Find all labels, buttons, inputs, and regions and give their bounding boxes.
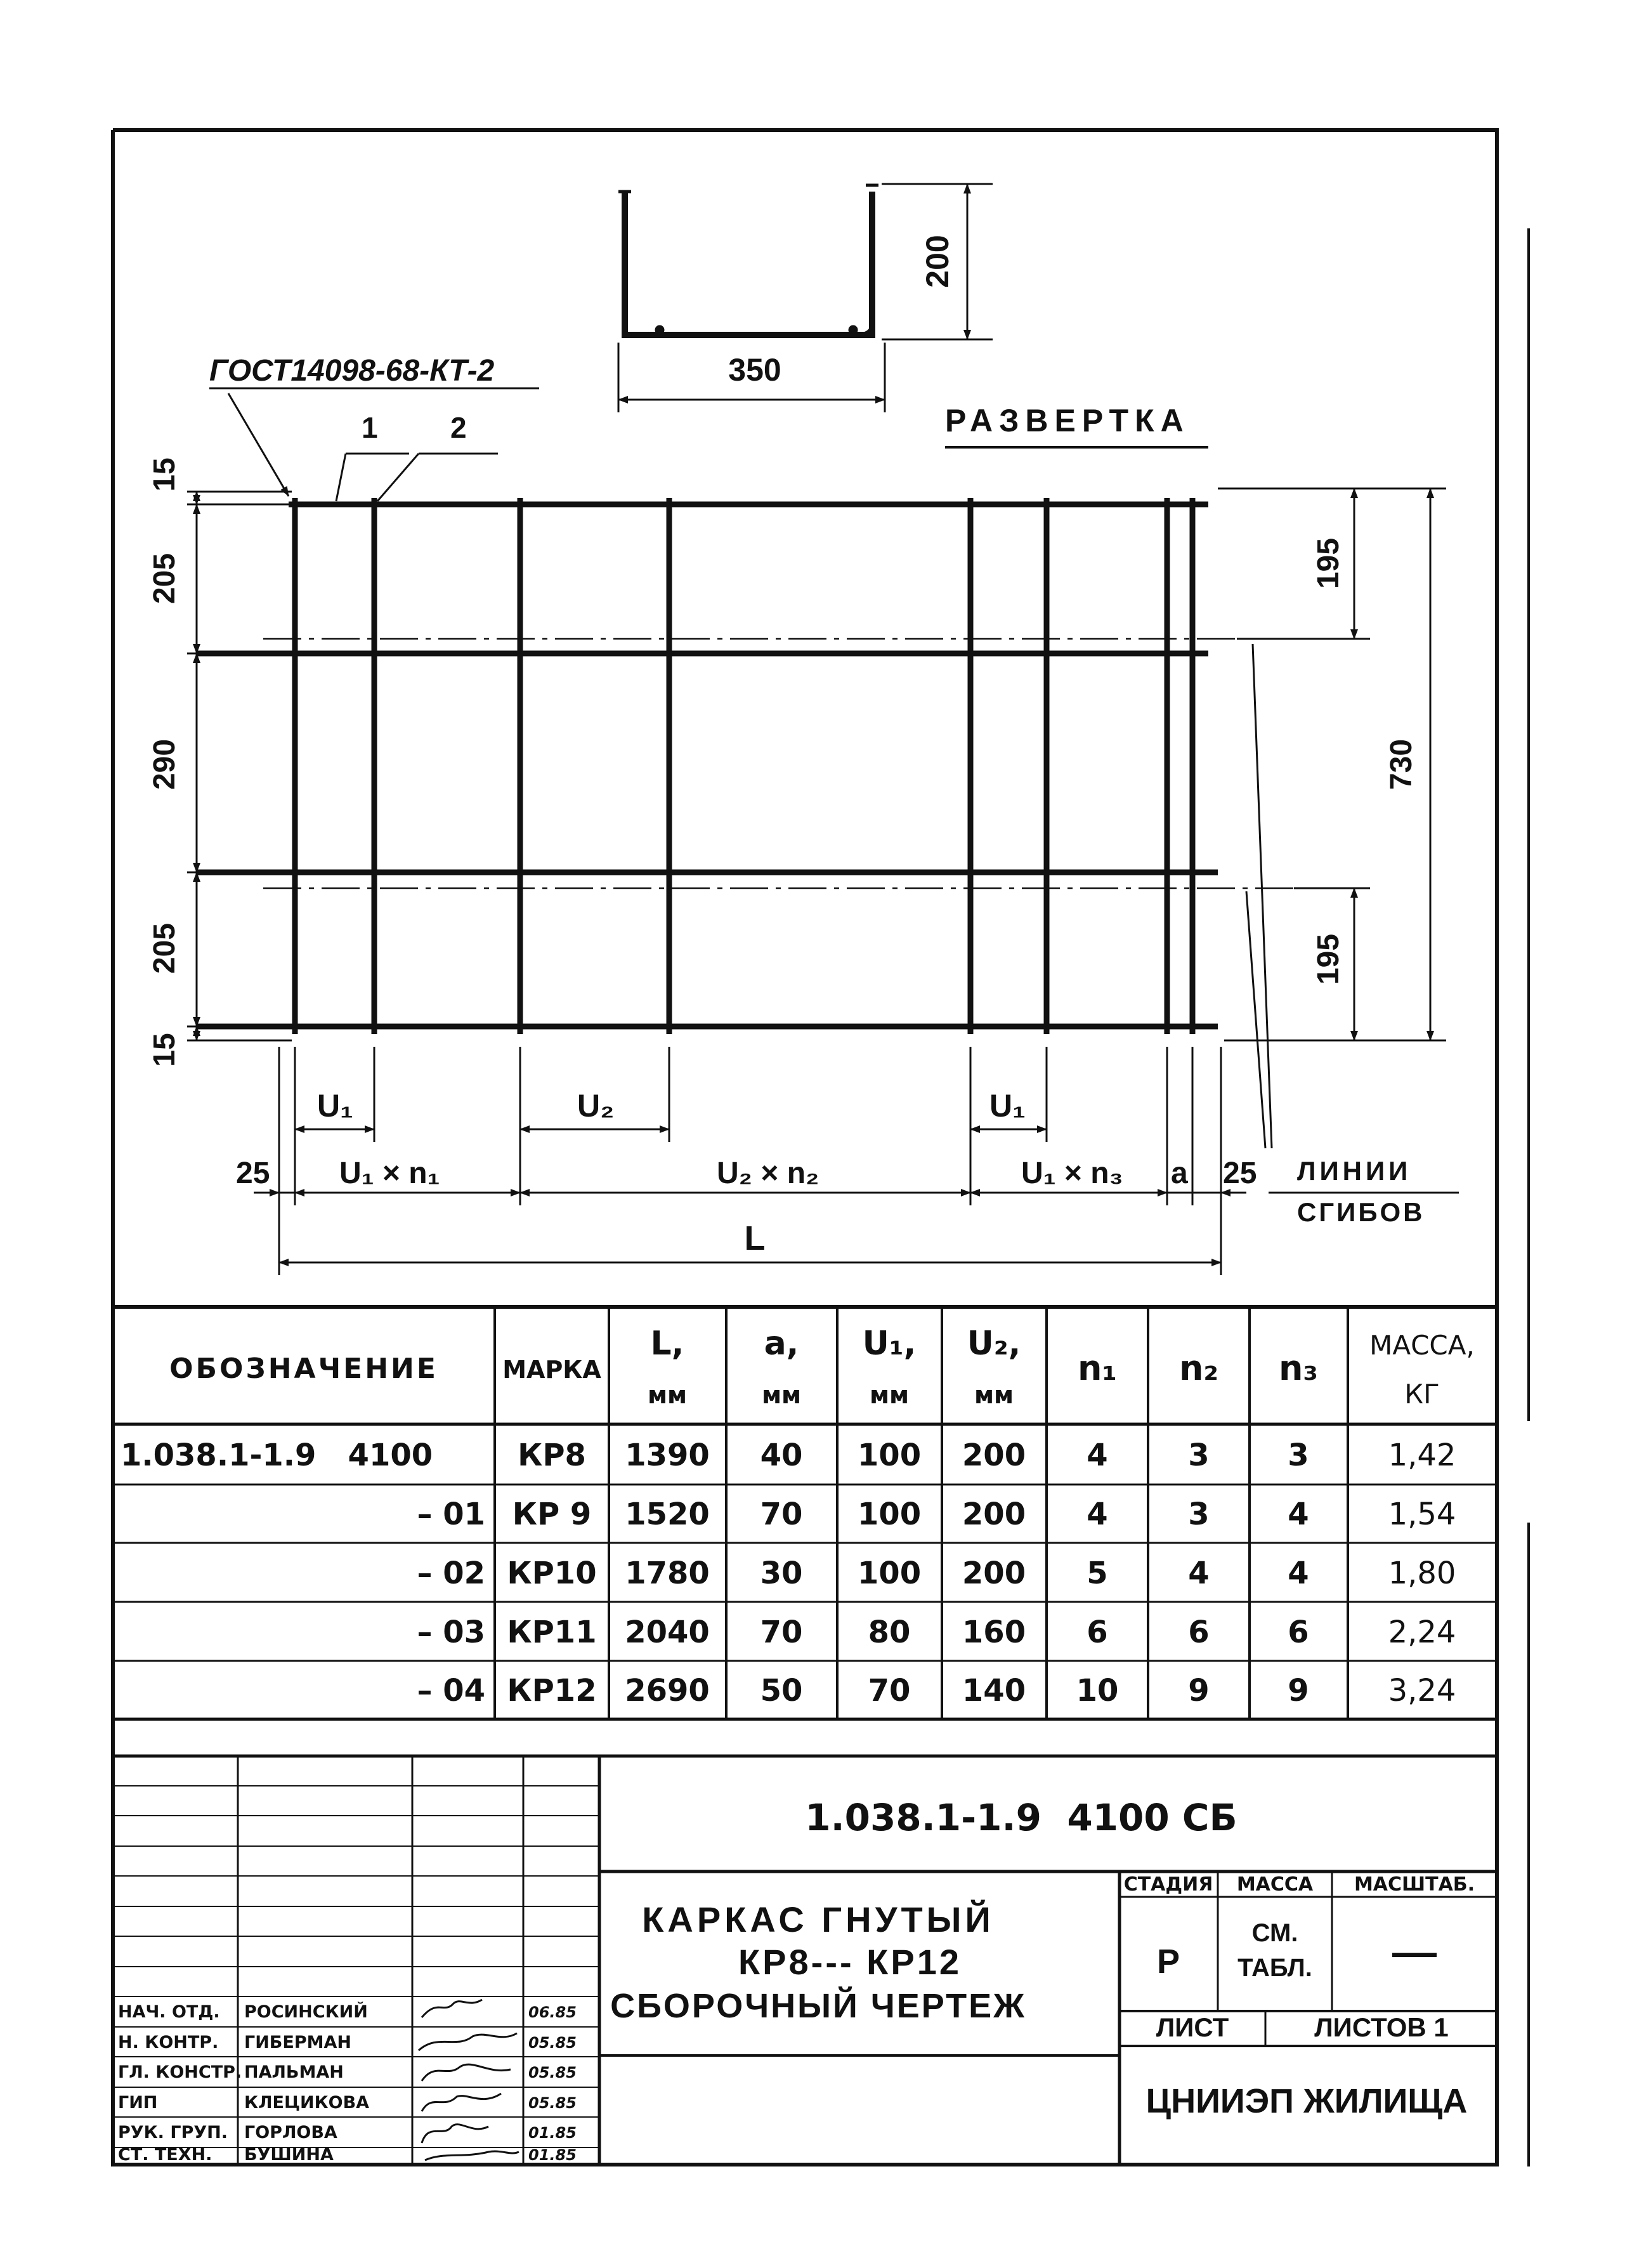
- signature-row: [118, 2093, 577, 2113]
- spacing-u1-left: U₁: [317, 1088, 353, 1124]
- dim-right-195-top: 195: [1312, 537, 1345, 589]
- cell-a: 40: [760, 1438, 803, 1473]
- signature-role: ГЛ. КОНСТР.: [118, 2062, 242, 2082]
- signature-date: 06.85: [528, 2003, 577, 2021]
- bend-lines-label-2: СГИБОВ: [1297, 1197, 1425, 1227]
- cell-mark: КР 9: [512, 1497, 592, 1532]
- cell-u1: 100: [857, 1556, 922, 1591]
- bend-leader: [1246, 891, 1265, 1148]
- section-height-label: 200: [920, 235, 955, 288]
- cell-designation: – 01: [417, 1497, 485, 1532]
- dim-group-3: U₁ × n₃: [1021, 1157, 1123, 1190]
- cell-a: 70: [760, 1615, 803, 1650]
- signature-scribble: [422, 2094, 501, 2111]
- organization: ЦНИИЭП ЖИЛИЩА: [1146, 2082, 1468, 2120]
- bend-lines-label-1: ЛИНИИ: [1297, 1156, 1412, 1186]
- section-width-label: 350: [728, 352, 781, 388]
- dim-edge-right: 25: [1223, 1157, 1257, 1190]
- cell-n3: 9: [1288, 1673, 1309, 1708]
- header-u1-unit: мм: [869, 1381, 910, 1409]
- cell-n3: 4: [1288, 1497, 1309, 1532]
- cell-mark: КР10: [507, 1556, 597, 1591]
- title-line-2: КР8--- КР12: [738, 1942, 962, 1982]
- mass-header: МАССА: [1236, 1873, 1314, 1896]
- dim-right-730: 730: [1385, 738, 1418, 790]
- table-row: [417, 1673, 1456, 1708]
- mesh: [197, 498, 1354, 1148]
- header-L-unit: мм: [647, 1381, 688, 1409]
- title-line-3: СБОРОЧНЫЙ ЧЕРТЕЖ: [610, 1987, 1026, 2025]
- cell-designation: – 03: [417, 1615, 485, 1650]
- cell-mass: 2,24: [1388, 1615, 1456, 1650]
- cell-n2: 6: [1188, 1615, 1210, 1650]
- header-mark: МАРКА: [502, 1356, 601, 1384]
- dim-group-2: U₂ × n₂: [717, 1157, 819, 1190]
- table-row: [417, 1497, 1456, 1532]
- rod-dot: [849, 325, 858, 334]
- signature-role: ГИП: [118, 2093, 158, 2113]
- signature-scribble: [422, 2125, 488, 2143]
- mass-value-1: СМ.: [1251, 1919, 1298, 1947]
- signature-row: [118, 2002, 577, 2022]
- cell-L: 2040: [625, 1615, 710, 1650]
- cell-u2: 200: [962, 1556, 1026, 1591]
- cell-designation: – 04: [417, 1673, 485, 1708]
- signature-date: 05.85: [528, 2034, 577, 2052]
- cell-n2: 4: [1188, 1556, 1210, 1591]
- cell-n1: 10: [1076, 1673, 1119, 1708]
- cell-n3: 4: [1288, 1556, 1309, 1591]
- cell-mass: 1,42: [1388, 1438, 1456, 1473]
- signature-scribble: [422, 2064, 511, 2081]
- cell-u1: 100: [857, 1497, 922, 1532]
- header-L: L,: [650, 1325, 684, 1363]
- signature-row: [118, 2033, 577, 2052]
- signature-table: [118, 2002, 577, 2165]
- cell-n1: 4: [1087, 1438, 1108, 1473]
- dim-left-205-top: 205: [148, 553, 181, 605]
- dim-a: a: [1171, 1157, 1188, 1190]
- signature-name: ПАЛЬМАН: [244, 2062, 344, 2082]
- dim-left-290: 290: [148, 738, 181, 790]
- gost-label: ГОСТ14098-68-КТ-2: [209, 354, 495, 388]
- cell-u1: 70: [868, 1673, 911, 1708]
- cell-designation: – 02: [417, 1556, 485, 1591]
- signature-scribble: [425, 2151, 519, 2160]
- cell-n2: 3: [1188, 1438, 1210, 1473]
- cell-u2: 200: [962, 1438, 1026, 1473]
- dim-group-1: U₁ × n₁: [339, 1157, 440, 1190]
- spec-table-header: [169, 1325, 1475, 1410]
- cell-designation: 1.038.1-1.9 4100: [121, 1438, 433, 1473]
- signature-scribble: [419, 2033, 517, 2050]
- header-u1: U₁,: [862, 1325, 917, 1363]
- signature-scribble: [422, 2000, 482, 2017]
- cell-L: 1780: [625, 1556, 710, 1591]
- callout-2: 2: [450, 411, 467, 444]
- signature-date: 01.85: [528, 2146, 577, 2164]
- cell-u1: 100: [857, 1438, 922, 1473]
- table-row: [121, 1438, 1456, 1473]
- signature-date: 05.85: [528, 2064, 577, 2081]
- doc-code: 1.038.1-1.9 4100 СБ: [805, 1796, 1237, 1839]
- cell-L: 2690: [625, 1673, 710, 1708]
- header-n1: n₁: [1077, 1348, 1118, 1388]
- header-n3: n₃: [1278, 1348, 1319, 1388]
- cell-mark: КР8: [518, 1438, 586, 1473]
- dim-left-205-bottom: 205: [148, 922, 181, 974]
- dim-left-15-top: 15: [148, 457, 181, 492]
- cell-u2: 140: [962, 1673, 1026, 1708]
- signature-name: ГОРЛОВА: [244, 2123, 337, 2142]
- signature-name: РОСИНСКИЙ: [244, 2002, 368, 2022]
- header-a: a,: [764, 1325, 799, 1363]
- header-a-unit: мм: [761, 1381, 802, 1409]
- signature-row: [118, 2062, 577, 2082]
- handwritten-signatures: [419, 2000, 519, 2160]
- stage-value: Р: [1156, 1943, 1180, 1981]
- signature-role: РУК. ГРУП.: [118, 2123, 228, 2142]
- signature-role: Н. КОНТР.: [118, 2033, 219, 2052]
- cell-mark: КР11: [507, 1615, 597, 1650]
- signature-role: НАЧ. ОТД.: [118, 2002, 220, 2022]
- header-n2: n₂: [1178, 1348, 1219, 1388]
- rod-dot: [655, 325, 664, 334]
- scale-value: —: [1392, 1927, 1437, 1976]
- cell-n2: 9: [1188, 1673, 1210, 1708]
- header-mass: МАССА,: [1369, 1330, 1475, 1361]
- cell-n1: 4: [1087, 1497, 1108, 1532]
- signature-name: ГИБЕРМАН: [244, 2033, 351, 2052]
- unfold-title: РАЗВЕРТКА: [945, 403, 1190, 438]
- cell-u2: 200: [962, 1497, 1026, 1532]
- dim-left-15-bottom: 15: [148, 1033, 181, 1067]
- gost-leader: [228, 393, 289, 496]
- stage-header: СТАДИЯ: [1123, 1873, 1213, 1896]
- signature-row: [118, 2123, 577, 2142]
- table-row: [417, 1556, 1456, 1591]
- left-dimensions: [187, 492, 292, 1040]
- header-u2-unit: мм: [974, 1381, 1014, 1409]
- sheet-frame: [113, 130, 1529, 2166]
- cell-n2: 3: [1188, 1497, 1210, 1532]
- cell-n3: 3: [1288, 1438, 1309, 1473]
- signature-role: СТ. ТЕХН.: [118, 2145, 212, 2165]
- dim-total-L: L: [744, 1219, 766, 1257]
- callout-1: 1: [362, 411, 378, 444]
- callout-2-leader: [377, 454, 498, 501]
- mass-value-2: ТАБЛ.: [1237, 1954, 1312, 1982]
- table-row: [417, 1615, 1456, 1650]
- spacing-u2: U₂: [577, 1088, 615, 1124]
- cell-mass: 3,24: [1388, 1673, 1456, 1708]
- spacing-u1-right: U₁: [989, 1088, 1026, 1124]
- cell-mark: КР12: [507, 1673, 597, 1708]
- signature-date: 05.85: [528, 2094, 577, 2112]
- bend-leader: [1253, 644, 1272, 1148]
- cell-n3: 6: [1288, 1615, 1309, 1650]
- cell-L: 1390: [625, 1438, 710, 1473]
- header-u2: U₂,: [967, 1325, 1021, 1363]
- cell-u2: 160: [962, 1615, 1026, 1650]
- sheet-label: ЛИСТ: [1156, 2012, 1229, 2042]
- cross-section: [618, 184, 993, 412]
- scale-header: МАСШТАБ.: [1354, 1873, 1475, 1896]
- cell-u1: 80: [868, 1615, 911, 1650]
- signature-name: БУШИНА: [244, 2145, 334, 2165]
- signature-name: КЛЕЦИКОВА: [244, 2093, 370, 2113]
- cell-n1: 5: [1087, 1556, 1108, 1591]
- cell-mass: 1,54: [1388, 1497, 1456, 1532]
- cell-a: 70: [760, 1497, 803, 1532]
- cell-mass: 1,80: [1388, 1556, 1456, 1591]
- cell-a: 30: [760, 1556, 803, 1591]
- header-designation: ОБОЗНАЧЕНИЕ: [169, 1353, 438, 1385]
- sheets-label: ЛИСТОВ 1: [1314, 2012, 1449, 2042]
- header-mass-unit: КГ: [1404, 1379, 1440, 1410]
- spec-table-rows: [121, 1438, 1456, 1708]
- signature-date: 01.85: [528, 2124, 577, 2142]
- title-line-1: КАРКАС ГНУТЫЙ: [642, 1899, 995, 1939]
- dim-edge-left: 25: [236, 1157, 270, 1190]
- dim-right-195-bottom: 195: [1312, 933, 1345, 985]
- cell-a: 50: [760, 1673, 803, 1708]
- cell-n1: 6: [1087, 1615, 1108, 1650]
- cell-L: 1520: [625, 1497, 710, 1532]
